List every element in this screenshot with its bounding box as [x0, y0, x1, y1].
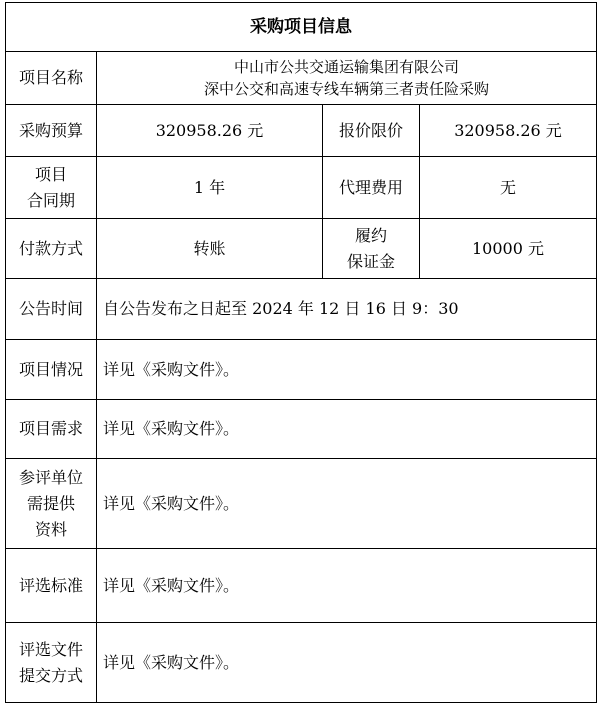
performance-bond-label-line-1: 履约	[354, 225, 387, 245]
announcement-label: 公告时间	[6, 279, 97, 340]
contract-period-row	[6, 157, 597, 219]
performance-bond-label	[323, 219, 420, 279]
submission-method-row	[6, 623, 597, 703]
contract-period-label-line-1: 项目	[34, 164, 67, 184]
price-limit-value: 320958.26 元	[420, 105, 597, 157]
submission-method-label-line-2: 提交方式	[18, 665, 83, 685]
procurement-info-document	[5, 2, 596, 704]
project-name-label: 项目名称	[6, 52, 97, 105]
bidder-materials-label-line-2: 需提供	[26, 493, 75, 513]
submission-method-label	[6, 623, 97, 703]
evaluation-criteria-row	[6, 549, 597, 623]
contract-period-label	[6, 157, 97, 219]
payment-value: 转账	[97, 219, 323, 279]
contract-period-value: 1 年	[97, 157, 323, 219]
project-status-value: 详见《采购文件》。	[97, 340, 597, 400]
performance-bond-label-line-2: 保证金	[346, 251, 395, 271]
performance-bond-value: 10000 元	[420, 219, 597, 279]
price-limit-label: 报价限价	[323, 105, 420, 157]
submission-method-label-line-1: 评选文件	[18, 639, 83, 659]
project-name-row	[6, 52, 597, 105]
project-status-label: 项目情况	[6, 340, 97, 400]
project-requirements-row	[6, 400, 597, 459]
project-requirements-label: 项目需求	[6, 400, 97, 459]
announcement-row	[6, 279, 597, 340]
budget-row	[6, 105, 597, 157]
project-status-row	[6, 340, 597, 400]
bidder-materials-row	[6, 459, 597, 549]
budget-value: 320958.26 元	[97, 105, 323, 157]
table-title: 采购项目信息	[6, 3, 597, 52]
bidder-materials-label-line-1: 参评单位	[18, 467, 83, 487]
agency-fee-label: 代理费用	[323, 157, 420, 219]
procurement-info-table	[5, 2, 597, 703]
title-row	[6, 3, 597, 52]
contract-period-label-line-2: 合同期	[26, 190, 75, 210]
budget-label: 采购预算	[6, 105, 97, 157]
project-name-line-2: 深中公交和高速专线车辆第三者责任险采购	[203, 80, 489, 98]
project-name-value	[97, 52, 597, 105]
project-requirements-value: 详见《采购文件》。	[97, 400, 597, 459]
announcement-value: 自公告发布之日起至 2024 年 12 日 16 日 9：30	[97, 279, 597, 340]
agency-fee-value: 无	[420, 157, 597, 219]
evaluation-criteria-value: 详见《采购文件》。	[97, 549, 597, 623]
payment-label: 付款方式	[6, 219, 97, 279]
submission-method-value: 详见《采购文件》。	[97, 623, 597, 703]
payment-row	[6, 219, 597, 279]
bidder-materials-label	[6, 459, 97, 549]
evaluation-criteria-label: 评选标准	[6, 549, 97, 623]
bidder-materials-label-line-3: 资料	[34, 519, 67, 539]
project-name-line-1: 中山市公共交通运输集团有限公司	[233, 58, 459, 76]
bidder-materials-value: 详见《采购文件》。	[97, 459, 597, 549]
